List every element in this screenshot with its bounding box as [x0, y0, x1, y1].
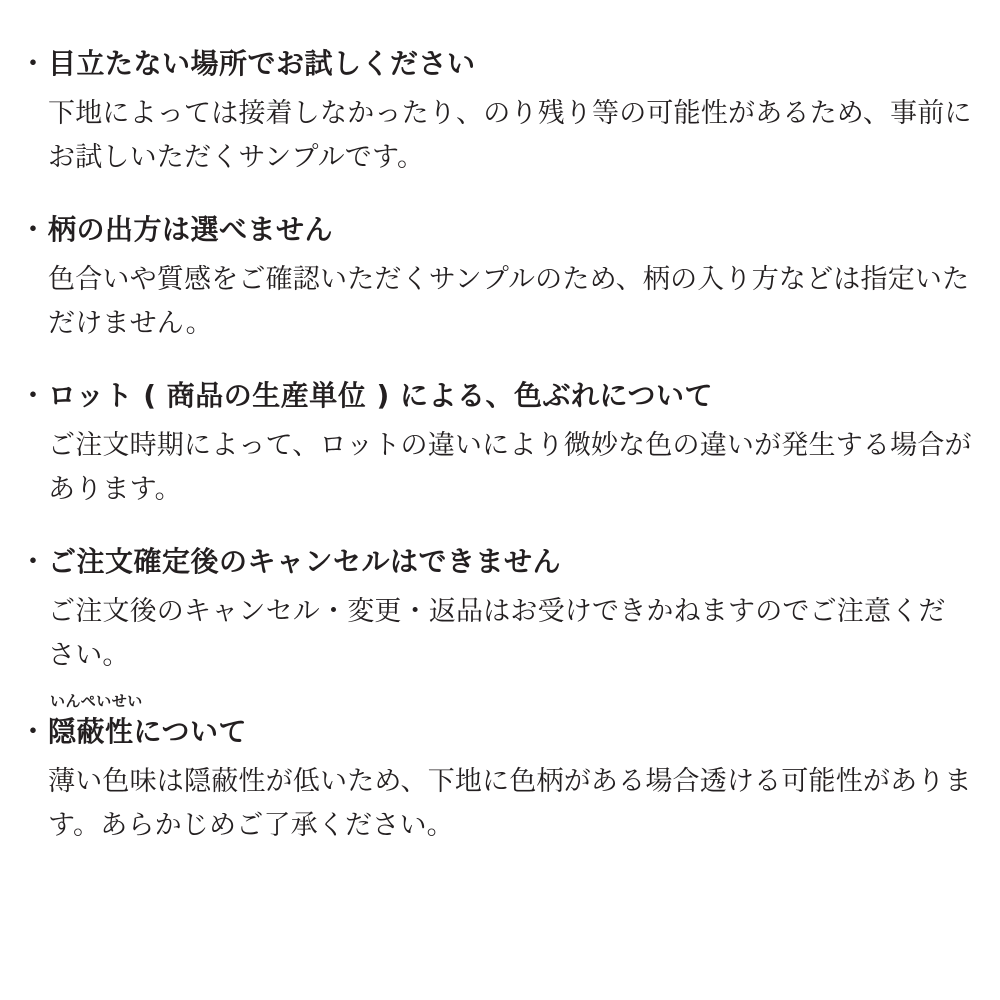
heading-wrap — [48, 542, 972, 582]
notice-list — [18, 44, 972, 848]
heading-wrap — [48, 44, 972, 84]
bullet-icon: ・ — [18, 715, 48, 750]
notice-heading-row — [18, 44, 972, 86]
list-item — [18, 542, 972, 678]
notice-body: 色合いや質感をご確認いただくサンプルのため、柄の入り方などは指定いただけません。 — [48, 264, 970, 339]
notice-heading: ロット ( 商品の生産単位 ) による、色ぶれについて — [48, 379, 713, 412]
heading-wrap — [48, 692, 972, 752]
list-item — [18, 210, 972, 346]
bullet-icon: ・ — [18, 545, 48, 580]
list-item — [18, 44, 972, 180]
notice-heading-row — [18, 542, 972, 584]
notice-heading-row — [18, 376, 972, 418]
list-item — [18, 376, 972, 512]
notice-heading-row — [18, 210, 972, 252]
notice-body: ご注文時期によって、ロットの違いにより微妙な色の違いが発生する場合があります。 — [48, 430, 972, 505]
bullet-icon: ・ — [18, 213, 48, 248]
notice-body: ご注文後のキャンセル・変更・返品はお受けできかねますのでご注意ください。 — [48, 596, 946, 671]
heading-wrap — [48, 376, 972, 416]
notice-heading: 柄の出方は選べません — [48, 213, 334, 246]
notice-heading: 目立たない場所でお試しください — [48, 47, 476, 80]
notice-heading-row — [18, 692, 972, 754]
notice-body: 下地によっては接着しなかったり、のり残り等の可能性があるため、事前にお試しいただくサンプルです。 — [48, 98, 972, 173]
list-item — [18, 692, 972, 848]
notice-heading: 隠蔽性について — [48, 715, 247, 748]
notice-body: 薄い色味は隠蔽性が低いため、下地に色柄がある場合透ける可能性があります。あらかじめご了承ください。 — [48, 766, 972, 841]
heading-wrap — [48, 210, 972, 250]
notice-heading-ruby: いんぺいせい — [50, 692, 143, 710]
bullet-icon: ・ — [18, 379, 48, 414]
bullet-icon: ・ — [18, 47, 48, 82]
notice-heading: ご注文確定後のキャンセルはできません — [48, 545, 562, 578]
